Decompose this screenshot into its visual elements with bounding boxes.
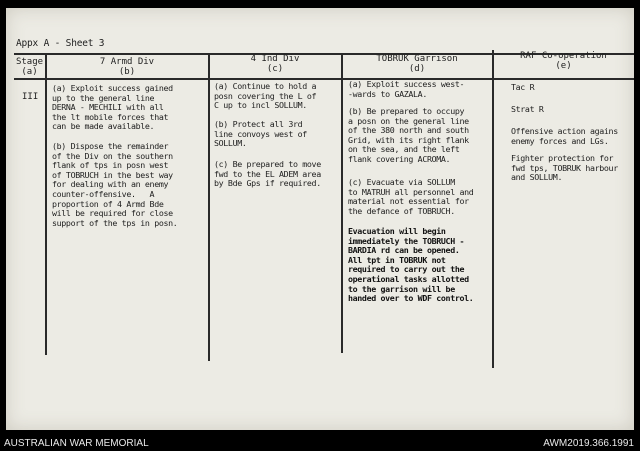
- header-armd-div-name: 7 Armd Div: [99, 57, 155, 67]
- header-garrison-name: TOBRUK Garrison: [376, 54, 458, 64]
- operations-table: [6, 8, 634, 430]
- col-divider-4: [492, 50, 494, 368]
- raf-offensive-action: Offensive action agains enemy forces and LGs.: [511, 126, 618, 146]
- armd-div-para-b: (b) Dispose the remainder of the Div on the southern flank of tps in posn west of TOBRUCH in the best way for dealing with an enemy counter-offensive. A proportion of 4 Armd Bde will be required for close support of the tps in posn.: [52, 141, 178, 228]
- header-armd-div: [46, 58, 208, 77]
- footer-institution: AUSTRALIAN WAR MEMORIAL: [4, 438, 149, 449]
- col-divider-2: [208, 53, 210, 361]
- raf-strat-r: Strat R: [511, 104, 544, 114]
- ind-div-para-c: (c) Be prepared to move fwd to the EL ADEM area by Bde Gps if required.: [214, 159, 321, 189]
- header-stage: [14, 58, 45, 77]
- header-raf: [493, 52, 634, 71]
- header-raf-name: RAF Co-operation: [520, 51, 607, 61]
- header-armd-div-code: (b): [118, 66, 136, 77]
- header-bottom-rule: [14, 78, 634, 80]
- raf-fighter-protection: Fighter protection for fwd tps, TOBRUK harbour and SOLLUM.: [511, 153, 618, 183]
- raf-tac-r: Tac R: [511, 82, 535, 92]
- col-divider-3: [341, 53, 343, 353]
- footer-accession-number: AWM2019.366.1991: [543, 438, 634, 449]
- header-ind-div: [209, 55, 341, 74]
- document-page: [6, 8, 634, 430]
- header-raf-code: (e): [555, 60, 572, 71]
- header-garrison-code: (d): [408, 63, 426, 74]
- ind-div-para-b: (b) Protect all 3rd line convoys west of SOLLUM.: [214, 119, 307, 149]
- garrison-evacuation-para: Evacuation will begin immediately the TOBRUCH - BARDIA rd can be opened. All tpt in TOBRUK not required to carry out the operational tasks allotted to the garrison will be handed over to WDF control.: [348, 226, 474, 304]
- sheet-title: Appx A - Sheet 3: [16, 38, 105, 49]
- stage-value: III: [22, 92, 39, 102]
- header-ind-div-code: (c): [266, 63, 284, 74]
- garrison-para-c: (c) Evacuate via SOLLUM to MATRUH all personnel and material not essential for the defance of TOBRUCH.: [348, 177, 474, 216]
- ind-div-para-a: (a) Continue to hold a posn covering the L of C up to incl SOLLUM.: [214, 81, 317, 111]
- header-garrison: [342, 55, 492, 74]
- garrison-para-a: (a) Exploit success west- -wards to GAZALA.: [348, 79, 465, 99]
- armd-div-para-a: (a) Exploit success gained up to the general line DERNA - MECHILI with all the lt mobile forces that can be made available.: [52, 83, 173, 132]
- header-stage-code: (a): [21, 66, 38, 77]
- header-stage-name: Stage: [15, 57, 44, 67]
- header-ind-div-name: 4 Ind Div: [250, 54, 300, 64]
- garrison-para-b: (b) Be prepared to occupy a posn on the general line of the 380 north and south Grid, with its right flank on the sea, and the left flank covering ACROMA.: [348, 106, 469, 164]
- col-divider-1: [45, 53, 47, 355]
